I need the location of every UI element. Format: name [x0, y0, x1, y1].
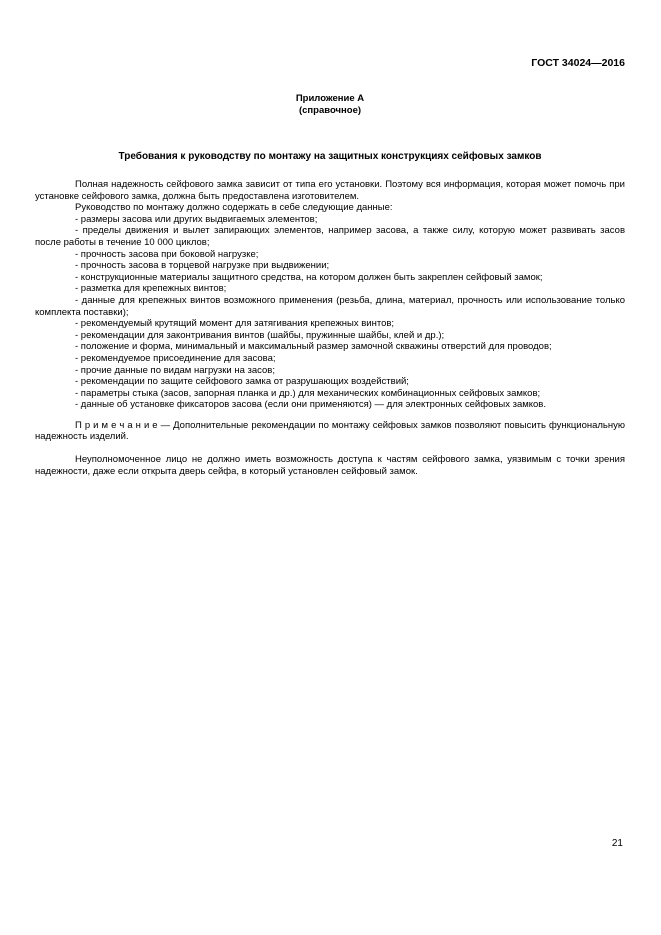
page-number: 21: [611, 838, 623, 849]
list-item: - данные для крепежных винтов возможного применения (резьба, длина, материал, прочность или использование только комплекта поставки);: [35, 294, 625, 318]
list-item: - разметка для крепежных винтов;: [75, 283, 227, 295]
note-paragraph: П р и м е ч а н и е — Дополнительные рекомендации по монтажу сейфовых замков позволяют повысить функциональную надежность изделий.: [35, 419, 625, 443]
paragraph: Полная надежность сейфового замка зависит от типа его установки. Поэтому вся информация, которая может помочь при установке сейфового замка, должна быть предоставлена изготовителем.: [35, 179, 625, 202]
list-item: - рекомендации по защите сейфового замка от разрушающих воздействий;: [75, 376, 409, 388]
paragraph: Руководство по монтажу должно содержать в себе следующие данные:: [75, 202, 393, 214]
section-heading: Требования к руководству по монтажу на защитных конструкциях сейфовых замков: [118, 151, 542, 162]
list-item: - рекомендуемый крутящий момент для затягивания крепежных винтов;: [75, 318, 395, 330]
paragraph: Неуполномоченное лицо не должно иметь возможность доступа к частям сейфового замка, уязвимым с точки зрения надежности, даже если открыта дверь сейфа, в который установлен сейфовый замок.: [35, 454, 625, 477]
list-item: - прочность засова при боковой нагрузке;: [75, 248, 259, 260]
list-item: - рекомендации для законтривания винтов (шайбы, пружинные шайбы, клей и др.);: [75, 329, 445, 341]
list-item: - прочность засова в торцевой нагрузке при выдвижении;: [75, 260, 330, 272]
list-item: - положение и форма, минимальный и максимальный размер замочной скважины отверстий для проводов;: [75, 341, 552, 353]
list-item: - размеры засова или других выдвигаемых элементов;: [75, 213, 318, 225]
list-item: - параметры стыка (засов, запорная планка и др.) для механических комбинационных сейфовых замков;: [75, 387, 541, 399]
list-item: - пределы движения и вылет запирающих элементов, например засова, а также силу, которую может развивать засов после работы в течение 10 000 циклов;: [35, 225, 625, 248]
list-item: - рекомендуемое присоединение для засова;: [75, 352, 276, 364]
list-item: - данные об установке фиксаторов засова (если они применяются) — для электронных сейфовых замков.: [75, 399, 546, 411]
doc-code: ГОСТ 34024—2016: [531, 57, 625, 69]
list-item: - прочие данные по видам нагрузки на засов;: [75, 364, 275, 376]
list-item: - конструкционные материалы защитного средства, на котором должен быть закреплен сейфовый замок;: [75, 271, 543, 283]
annex-subtitle: (справочное): [298, 105, 362, 116]
annex-title: Приложение А: [295, 93, 365, 104]
